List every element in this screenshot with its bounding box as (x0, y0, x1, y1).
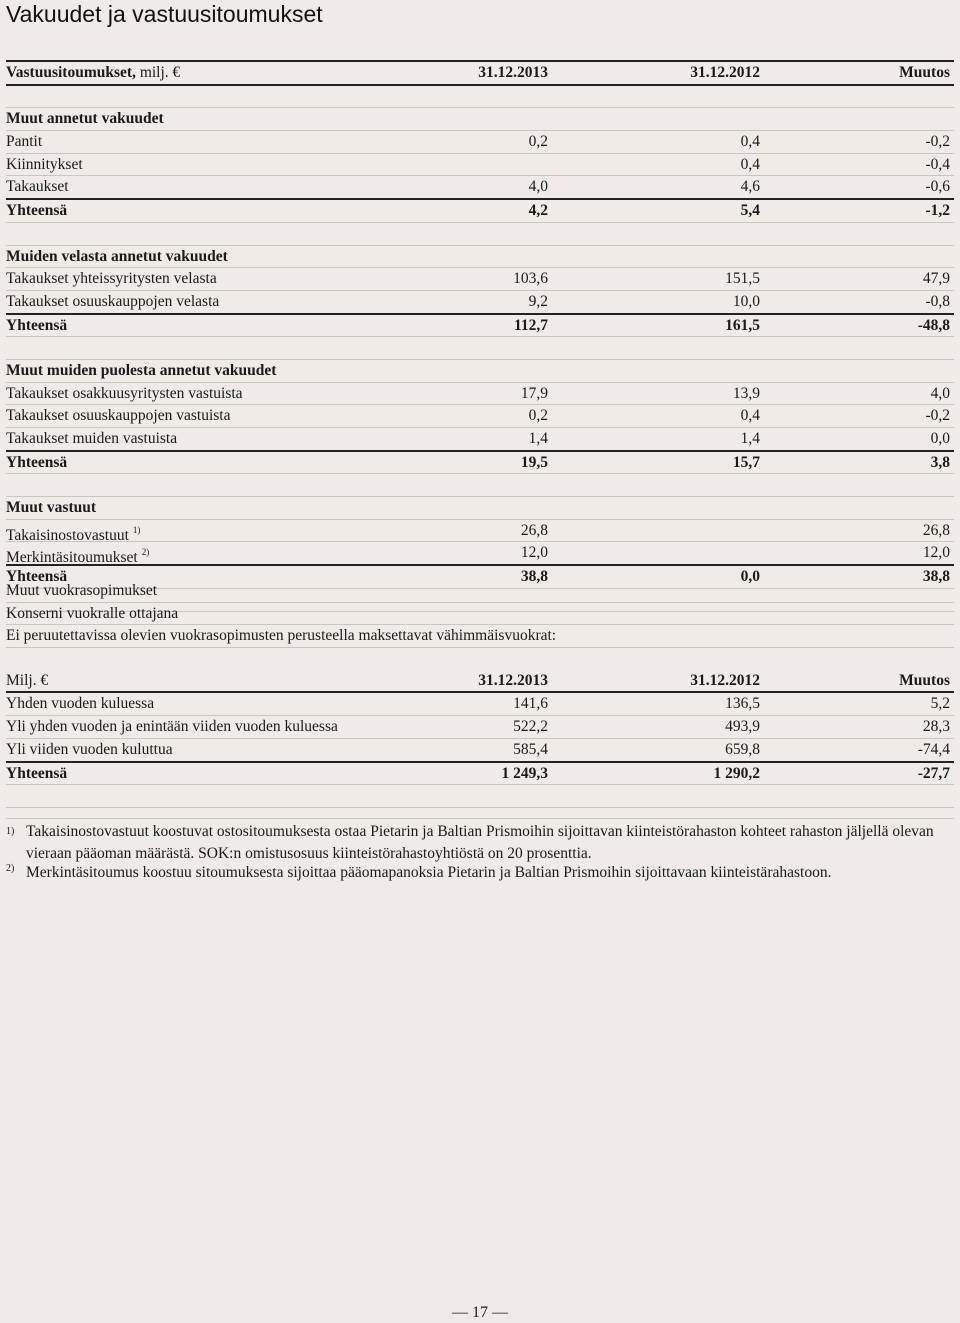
value-2012: 659,8 (725, 740, 760, 758)
value-change: 38,8 (922, 568, 950, 586)
total-row (6, 313, 954, 338)
lease-line-3-text: Ei peruutettavissa olevien vuokrasopimusten perusteella maksettavat vähimmäisvuokrat: (6, 627, 557, 645)
table-row-label-text: Pantit (6, 133, 43, 151)
page-number: — 17 — (452, 1304, 508, 1321)
lease-header-col-change: Muutos (899, 671, 950, 689)
value-2012: 161,5 (725, 316, 760, 334)
lease-row-label-text: Yli yhden vuoden ja enintään viiden vuoden kuluessa (6, 718, 338, 736)
total-row-label-text: Yhteensä (6, 453, 68, 471)
table-row (6, 176, 954, 198)
header-label-bold: Vastuusitoumukset, (6, 64, 136, 81)
lease-table (6, 580, 954, 808)
lease-row-label (6, 716, 338, 738)
value-2012: 136,5 (725, 695, 760, 713)
value-2012: 4,6 (740, 178, 760, 196)
table-row (6, 428, 954, 450)
lease-row-label (6, 739, 173, 761)
value-change: 5,2 (930, 695, 950, 713)
footnote-2 (6, 862, 954, 884)
lease-row-label (6, 693, 154, 715)
section-heading-text: Muut annetut vakuudet (6, 110, 164, 128)
value-2012: 13,9 (732, 384, 760, 402)
value-2013: 0,2 (528, 133, 548, 151)
lease-total-change: -27,7 (917, 764, 950, 782)
section-heading (6, 108, 954, 131)
spacer-row (6, 474, 954, 497)
value-2012: 1,4 (740, 430, 760, 447)
table-row-label-text: Takaukset yhteissyritysten velasta (6, 270, 217, 288)
total-row (6, 198, 954, 223)
footnote-ref: 2) (141, 547, 150, 558)
table-row-label-text: Takaisinostovastuut (6, 526, 129, 544)
value-2012: 0,0 (740, 568, 760, 586)
table-row-label-text: Merkintäsitoumukset (6, 549, 138, 567)
lease-total-label: Yhteensä (6, 764, 68, 782)
value-2012: 10,0 (732, 292, 760, 310)
table-row-label (6, 176, 69, 198)
value-2012: 151,5 (725, 270, 760, 288)
lease-row (6, 693, 954, 716)
value-2013: 17,9 (520, 384, 548, 402)
commitments-table (6, 60, 954, 612)
value-2013: 0,2 (528, 407, 548, 425)
lease-rows (6, 693, 954, 760)
header-col-2013: 31.12.2013 (478, 64, 548, 81)
value-change: 3,8 (930, 453, 950, 471)
total-row-label (6, 200, 67, 222)
value-2013: 4,0 (528, 178, 548, 196)
table-row-label-text: Takaukset (6, 178, 69, 196)
value-change: 12,0 (922, 544, 950, 562)
value-2013: 141,6 (513, 695, 548, 713)
value-change: 0,0 (930, 430, 950, 447)
lease-row-label-text: Yli viiden vuoden kuluttua (6, 740, 173, 758)
lease-line-1 (6, 580, 954, 603)
table-row (6, 131, 954, 154)
value-change: -0,8 (925, 292, 950, 310)
footnote-1-mark: 1) (6, 826, 15, 837)
total-row-label-text: Yhteensä (6, 316, 68, 334)
value-change: -0,6 (925, 178, 950, 196)
table-row-label-text: Kiinnitykset (6, 155, 83, 173)
table-row-label-text: Takaukset osuuskauppojen velasta (6, 292, 220, 310)
table-row-label-text: Takaukset osuuskauppojen vastuista (6, 407, 231, 425)
lease-header-col-2013: 31.12.2013 (478, 671, 548, 689)
value-change: -0,2 (925, 407, 950, 425)
value-change: 4,0 (930, 384, 950, 402)
total-row-label (6, 452, 67, 474)
footnote-2-text: Merkintäsitoumus koostuu sitoumuksesta sijoittaa pääomapanoksia Pietarin ja Baltian Prismoihin sijoittavaan kiinteistärahastoon. (26, 864, 832, 881)
lease-line-3 (6, 625, 954, 648)
lease-row (6, 716, 954, 739)
value-2013: 103,6 (513, 270, 548, 288)
lease-header-col-2012: 31.12.2012 (690, 671, 760, 689)
lease-row (6, 739, 954, 761)
section-heading-text: Muut vastuut (6, 499, 97, 517)
total-row (6, 450, 954, 475)
section-heading (6, 360, 954, 383)
value-2013: 12,0 (520, 544, 548, 562)
header-label (6, 62, 180, 84)
value-2013: 4,2 (528, 202, 548, 220)
lease-header-label: Milj. € (6, 671, 49, 689)
table-sections (6, 108, 954, 611)
value-2013: 112,7 (513, 316, 548, 334)
lease-total-2013: 1 249,3 (501, 764, 548, 782)
value-2012: 5,4 (740, 202, 760, 220)
table-row-label (6, 428, 177, 450)
table-row-label (6, 268, 217, 290)
header-col-change: Muutos (899, 64, 950, 81)
table-row-label-text: Takaukset muiden vastuista (6, 430, 178, 447)
value-2013: 585,4 (513, 740, 548, 758)
section-heading (6, 497, 954, 520)
table-row-label (6, 405, 231, 427)
spacer-row (6, 337, 954, 360)
table-row-label (6, 383, 243, 405)
lease-header (6, 670, 954, 694)
value-2012: 493,9 (725, 718, 760, 736)
value-change: -0,4 (925, 155, 950, 173)
lease-total-row (6, 761, 954, 786)
section-heading-text: Muut muiden puolesta annetut vakuudet (6, 361, 277, 379)
lease-row-label-text: Yhden vuoden kuluessa (6, 695, 155, 713)
table-row-label (6, 291, 219, 313)
lease-line-2 (6, 603, 954, 626)
footnote-1-text: Takaisinostovastuut koostuvat ostositoumuksesta ostaa Pietarin ja Baltian Prismoihin sijoittavan kiinteistörahaston kohteet rahaston jäljellä olevan vieraan pääoman määrästä. SOK:n omistusosuus kiinteistörahastoyhtiöstä on 20 prosenttia. (26, 823, 934, 862)
table-row-label-text: Takaukset osakkuusyritysten vastuista (6, 384, 243, 402)
value-change: 26,8 (922, 521, 950, 539)
value-2013: 522,2 (513, 718, 548, 736)
value-change: 28,3 (922, 718, 950, 736)
value-change: 47,9 (922, 270, 950, 288)
footnote-ref: 1) (132, 524, 141, 535)
value-2012: 0,4 (740, 155, 760, 173)
total-row-label-text: Yhteensä (6, 568, 68, 586)
header-label-unit: milj. € (135, 64, 181, 81)
spacer-row (6, 785, 954, 808)
spacer-row (6, 223, 954, 246)
footnote-2-mark: 2) (6, 863, 15, 874)
value-change: -1,2 (925, 202, 950, 220)
table-row (6, 383, 954, 406)
value-change: -74,4 (917, 740, 950, 758)
table-header (6, 60, 954, 86)
table-row (6, 542, 954, 567)
value-2012: 0,4 (740, 407, 760, 425)
page-title: Vakuudet ja vastuusitoumukset (6, 1, 323, 27)
table-row (6, 268, 954, 291)
total-row-label-text: Yhteensä (6, 202, 68, 220)
section-heading (6, 246, 954, 269)
total-row-label (6, 315, 67, 337)
value-2012: 15,7 (732, 453, 760, 471)
table-row (6, 405, 954, 428)
table-row-label (6, 154, 83, 176)
value-2012: 0,4 (740, 133, 760, 151)
value-change: -0,2 (925, 133, 950, 151)
lease-total-2012: 1 290,2 (713, 764, 760, 782)
footnote-1 (6, 818, 954, 864)
section-heading-text: Muiden velasta annetut vakuudet (6, 247, 228, 265)
header-col-2012: 31.12.2012 (690, 64, 760, 81)
value-change: -48,8 (917, 316, 950, 334)
table-row (6, 291, 954, 313)
value-2013: 1,4 (528, 430, 548, 447)
table-row (6, 154, 954, 177)
value-2013: 26,8 (520, 521, 548, 539)
spacer-row (6, 86, 954, 109)
value-2013: 9,2 (528, 292, 548, 310)
spacer-row (6, 648, 954, 670)
table-row-label (6, 131, 42, 153)
value-2013: 38,8 (520, 568, 548, 586)
lease-line-1-text: Muut vuokrasopimukset (6, 582, 158, 599)
lease-line-2-text: Konserni vuokralle ottajana (6, 604, 179, 622)
value-2013: 19,5 (520, 453, 548, 471)
table-row (6, 520, 954, 543)
